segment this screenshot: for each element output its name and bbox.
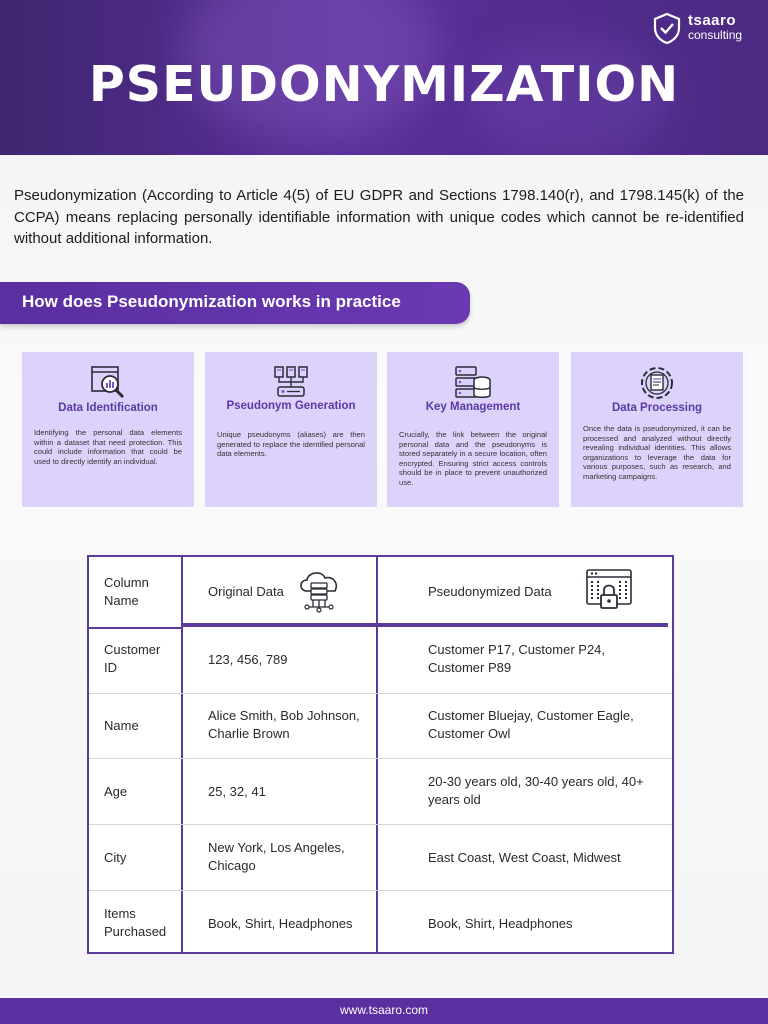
table-cell: Book, Shirt, Headphones	[208, 916, 353, 931]
logo-name: tsaaro	[688, 12, 737, 29]
intro-paragraph: Pseudonymization (According to Article 4(5) of EU GDPR and Sections 1798.140(r), and 1798.145(k) of the CCPA) means replacing personally identifiable information with unique codes which cannot be re-identified without additional information.	[14, 187, 744, 247]
table-cell: East Coast, West Coast, Midwest	[428, 850, 621, 865]
table-cell: Customer Bluejay, Customer Eagle, Customer Owl	[428, 708, 634, 741]
card-data-identification	[22, 352, 194, 507]
secure-browser-lock-icon	[584, 567, 634, 615]
section-heading	[0, 282, 470, 324]
card-title: Data Identification	[58, 402, 158, 414]
table-cell: 20-30 years old, 30-40 years old, 40+ years old	[428, 774, 644, 807]
company-logo[interactable]	[652, 12, 752, 44]
card-key-management	[387, 352, 559, 507]
table-cell: 123, 456, 789	[208, 652, 288, 667]
table-cell: Alice Smith, Bob Johnson, Charlie Brown	[208, 708, 360, 741]
comparison-table	[87, 555, 674, 954]
table-cell: 25, 32, 41	[208, 784, 266, 799]
table-cell: Items Purchased	[104, 906, 167, 939]
card-pseudonym-generation	[205, 352, 377, 507]
server-database-icon	[453, 365, 493, 401]
table-header-original: Original Data	[208, 584, 284, 599]
table-header-column-name: Column Name	[104, 575, 149, 608]
table-cell: City	[104, 850, 127, 865]
table-cell: Customer ID	[104, 642, 161, 675]
card-body: Identifying the personal data elements within a dataset that need protection. This could include information that could be used to directly identify an individual.	[34, 428, 182, 466]
table-cell: Age	[104, 784, 128, 799]
card-data-processing	[571, 352, 743, 507]
table-cell: Book, Shirt, Headphones	[428, 916, 573, 931]
header-rule	[181, 623, 668, 627]
footer-website-link[interactable]: www.tsaaro.com	[339, 1003, 429, 1017]
table-header-pseudonymized: Pseudonymized Data	[428, 584, 552, 599]
card-body: Once the data is pseudonymized, it can be processed and analyzed without directly revealing individual identities. This allows organizations to leverage the data for various purposes, such as research, and marketing campaigns.	[583, 424, 731, 481]
logo-subtitle: consulting	[688, 28, 743, 42]
cloud-server-icon	[295, 569, 343, 615]
footer	[0, 998, 768, 1024]
section-heading-text: How does Pseudonymization works in practice	[22, 292, 401, 311]
shield-check-icon	[652, 12, 682, 44]
card-title: Data Processing	[611, 402, 703, 414]
table-cell: Name	[104, 718, 139, 733]
header-banner	[0, 0, 768, 155]
card-body: Unique pseudonyms (aliases) are then generated to replace the identified personal data elements.	[217, 430, 365, 459]
table-cell: New York, Los Angeles, Chicago	[208, 840, 345, 873]
data-search-icon	[89, 364, 127, 400]
card-body: Crucially, the link between the original personal data and the pseudonyms is stored separately in a secure location, often encrypted. Ensuring strict access controls should be in place to prevent unauthorized use.	[399, 430, 547, 487]
data-network-icon	[272, 365, 310, 401]
page-title: PSEUDONYMIZATION	[88, 56, 680, 113]
table-cell: Customer P17, Customer P24, Customer P89	[428, 642, 606, 675]
card-title: Pseudonym Generation	[226, 400, 356, 412]
document-gear-icon	[637, 364, 677, 402]
card-title: Key Management	[425, 401, 521, 413]
